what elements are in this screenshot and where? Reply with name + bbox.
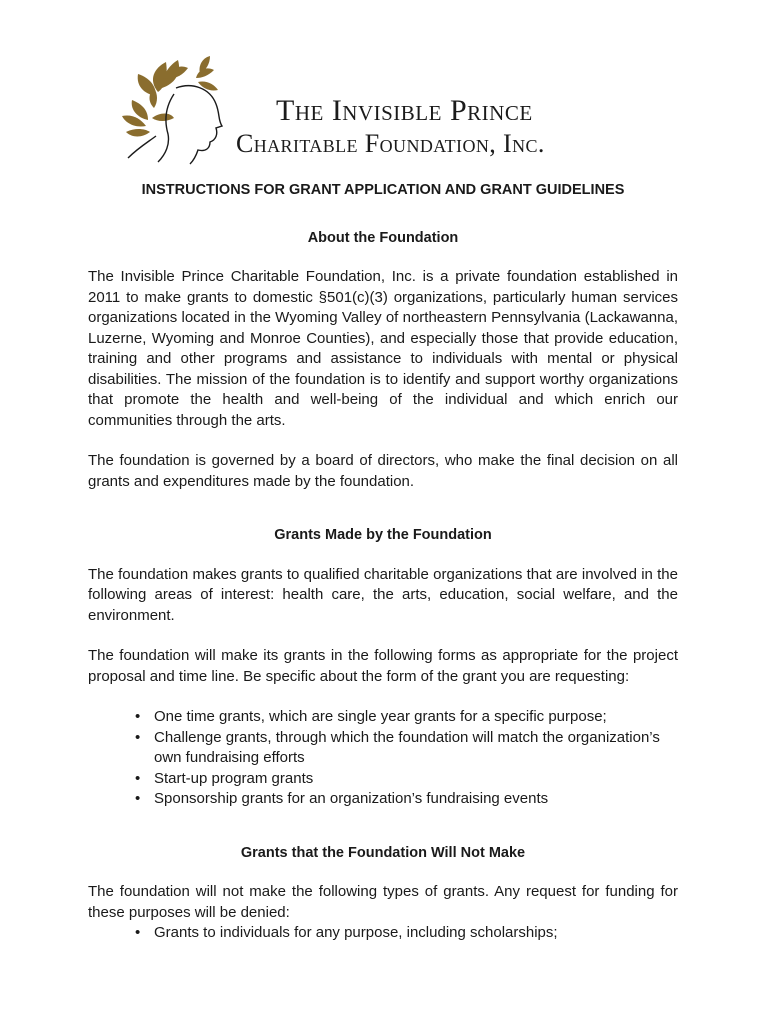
foundation-logo	[118, 48, 638, 166]
list-item: • Sponsorship grants for an organization’s fundraising events	[154, 789, 678, 810]
section-heading-grants-made: Grants Made by the Foundation	[274, 527, 492, 543]
document-body	[88, 180, 678, 944]
excluded-grants-list	[88, 923, 678, 944]
logo-title-line2: Charitable Foundation, Inc.	[236, 129, 545, 158]
list-item: • Challenge grants, through which the foundation will match the organization’s own fundraising efforts	[154, 728, 678, 769]
grants-made-paragraph-2: The foundation will make its grants in the following forms as appropriate for the project proposal and time line. Be specific about the form of the grant you are requesting:	[88, 647, 678, 685]
about-paragraph-1: The Invisible Prince Charitable Foundation, Inc. is a private foundation established in 2011 to make grants to domestic §501(c)(3) organizations, particularly human services organizations located in the Wyoming Valley of northeastern Pennsylvania (Lackawanna, Luzerne, Wyoming and Monroe Counties), and especially those that provide education, training and other programs and assistance to individuals with mental or physical disabilities. The mission of the foundation is to identify and support worthy organizations that promote the health and well-being of the individual and which enrich our communities through the arts.	[88, 268, 678, 429]
list-item: • Grants to individuals for any purpose, including scholarships;	[154, 923, 678, 944]
grants-not-made-paragraph: The foundation will not make the following types of grants. Any request for funding for these purposes will be denied:	[88, 883, 678, 921]
about-paragraph-2: The foundation is governed by a board of directors, who make the final decision on all grants and expenditures made by the foundation.	[88, 452, 678, 490]
grants-made-paragraph-1: The foundation makes grants to qualified charitable organizations that are involved in the following areas of interest: health care, the arts, education, social welfare, and the environment.	[88, 565, 678, 624]
prince-profile-leaves-icon	[118, 48, 236, 166]
logo-title-line1: The Invisible Prince	[276, 94, 533, 127]
list-item: • One time grants, which are single year grants for a specific purpose;	[154, 707, 678, 728]
grant-forms-list	[88, 707, 678, 810]
list-item: • Start-up program grants	[154, 769, 678, 790]
section-heading-grants-not-made: Grants that the Foundation Will Not Make	[240, 844, 526, 861]
document-title: INSTRUCTIONS FOR GRANT APPLICATION AND GRANT GUIDELINES	[141, 182, 625, 198]
section-heading-about: About the Foundation	[307, 229, 459, 246]
